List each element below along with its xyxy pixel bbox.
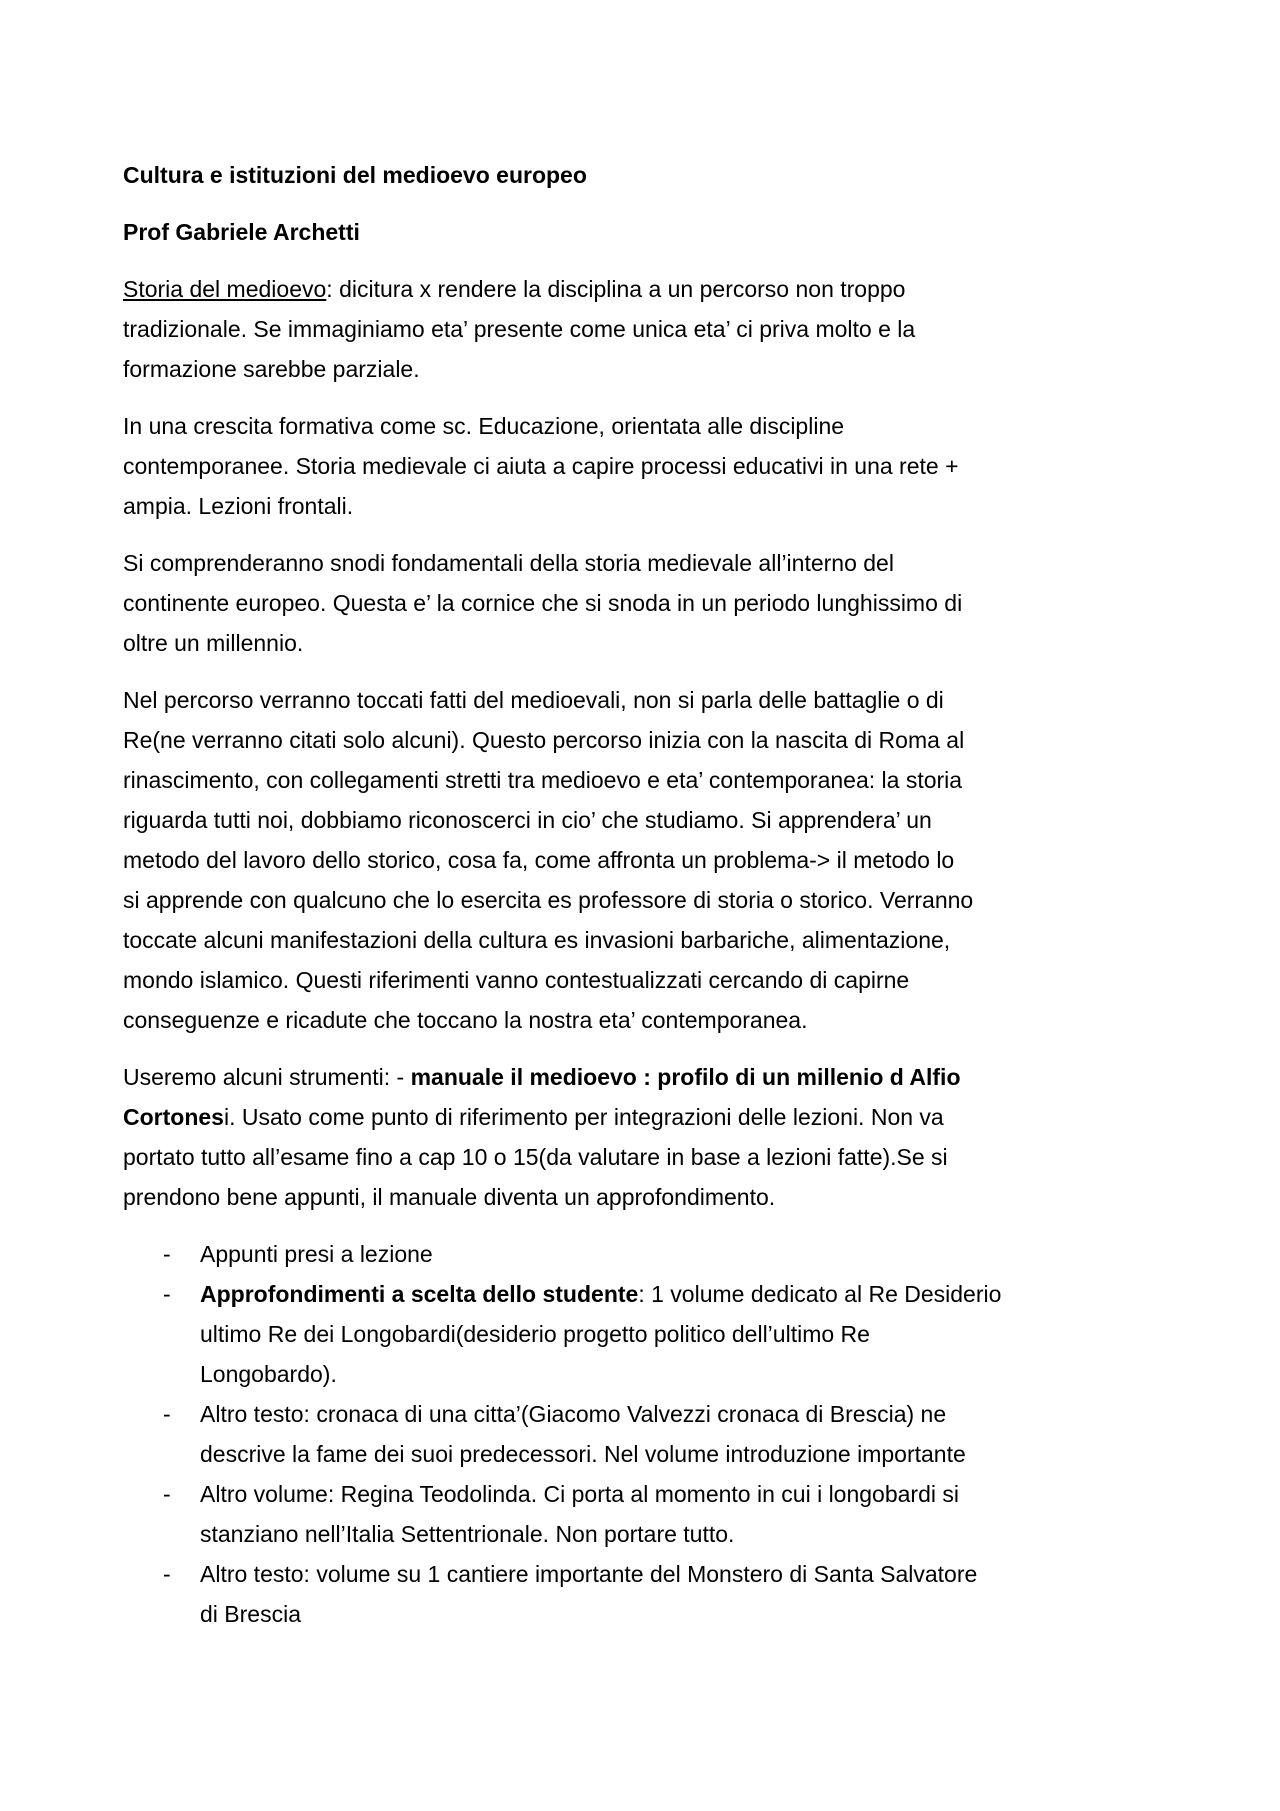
text-run: In una crescita formativa come sc. Educazione, orientata alle discipline bbox=[123, 413, 845, 439]
text-line bbox=[123, 623, 1203, 663]
author-line bbox=[123, 212, 1203, 252]
text-run: Appunti presi a lezione bbox=[200, 1241, 433, 1267]
dash-bullet-icon: - bbox=[163, 1481, 171, 1507]
paragraph bbox=[123, 680, 1203, 1040]
text-run: : dicitura x rendere la disciplina a un percorso non troppo bbox=[326, 276, 906, 302]
text-line bbox=[200, 1234, 1203, 1274]
text-run: Longobardo). bbox=[200, 1361, 337, 1387]
text-run: Altro volume: Regina Teodolinda. Ci porta al momento in cui i longobardi si bbox=[200, 1481, 959, 1507]
bold-text: manuale il medioevo : profilo di un millenio d Alfio bbox=[410, 1064, 961, 1090]
text-run: Re(ne verranno citati solo alcuni). Questo percorso inizia con la nascita di Roma al bbox=[123, 727, 965, 753]
text-line bbox=[123, 349, 1203, 389]
text-line bbox=[123, 543, 1203, 583]
text-run: continente europeo. Questa e’ la cornice che si snoda in un periodo lunghissimo di bbox=[123, 590, 963, 616]
text-run: mondo islamico. Questi riferimenti vanno contestualizzati cercando di capirne bbox=[123, 967, 910, 993]
text-run: stanziano nell’Italia Settentrionale. Non portare tutto. bbox=[200, 1521, 735, 1547]
bold-text: Approfondimenti a scelta dello studente bbox=[200, 1281, 639, 1307]
text-line bbox=[200, 1274, 1203, 1314]
text-run: ultimo Re dei Longobardi(desiderio progetto politico dell’ultimo Re bbox=[200, 1321, 870, 1347]
text-line bbox=[200, 1394, 1203, 1434]
document-title bbox=[123, 155, 1203, 195]
text-line bbox=[123, 1177, 1203, 1217]
text-run: toccate alcuni manifestazioni della cultura es invasioni barbariche, alimentazione, bbox=[123, 927, 951, 953]
text-line bbox=[123, 1097, 1203, 1137]
text-run: prendono bene appunti, il manuale diventa un approfondimento. bbox=[123, 1184, 776, 1210]
text-line bbox=[123, 720, 1203, 760]
text-run: Altro testo: volume su 1 cantiere importante del Monstero di Santa Salvatore bbox=[200, 1561, 978, 1587]
text-line bbox=[123, 800, 1203, 840]
text-line bbox=[200, 1314, 1203, 1354]
title-text: Cultura e istituzioni del medioevo europeo bbox=[123, 162, 587, 188]
text-run: ampia. Lezioni frontali. bbox=[123, 493, 354, 519]
document-page bbox=[123, 155, 1203, 1634]
text-line bbox=[123, 406, 1203, 446]
text-run: formazione sarebbe parziale. bbox=[123, 356, 420, 382]
text-run: riguarda tutti noi, dobbiamo riconoscerci in cio’ che studiamo. Si apprendera’ un bbox=[123, 807, 932, 833]
text-run: si apprende con qualcuno che lo esercita es professore di storia o storico. Verranno bbox=[123, 887, 974, 913]
text-line bbox=[123, 269, 1203, 309]
text-line bbox=[123, 1057, 1203, 1097]
text-run: rinascimento, con collegamenti stretti tra medioevo e eta’ contemporanea: la storia bbox=[123, 767, 963, 793]
list-item bbox=[123, 1234, 1203, 1274]
text-line bbox=[200, 1554, 1203, 1594]
dash-bullet-icon: - bbox=[163, 1241, 171, 1267]
text-line bbox=[123, 960, 1203, 1000]
text-run: Nel percorso verranno toccati fatti del medioevali, non si parla delle battaglie o di bbox=[123, 687, 944, 713]
text-line bbox=[123, 1000, 1203, 1040]
text-run: metodo del lavoro dello storico, cosa fa, come affronta un problema-> il metodo lo bbox=[123, 847, 955, 873]
text-line bbox=[123, 840, 1203, 880]
text-line bbox=[123, 1137, 1203, 1177]
text-line bbox=[123, 760, 1203, 800]
dash-bullet-icon: - bbox=[163, 1281, 171, 1307]
paragraph bbox=[123, 543, 1203, 663]
text-run: i. Usato come punto di riferimento per integrazioni delle lezioni. Non va bbox=[223, 1104, 944, 1130]
paragraph bbox=[123, 1057, 1203, 1217]
body-paragraphs bbox=[123, 269, 1203, 1217]
text-line bbox=[123, 880, 1203, 920]
text-line bbox=[123, 446, 1203, 486]
paragraph bbox=[123, 406, 1203, 526]
list-item bbox=[123, 1474, 1203, 1554]
list-item bbox=[123, 1274, 1203, 1394]
text-line bbox=[200, 1354, 1203, 1394]
text-run: : 1 volume dedicato al Re Desiderio bbox=[638, 1281, 1002, 1307]
text-run: Useremo alcuni strumenti: - bbox=[123, 1064, 411, 1090]
text-run: descrive la fame dei suoi predecessori. Nel volume introduzione importante bbox=[200, 1441, 966, 1467]
text-line bbox=[200, 1434, 1203, 1474]
text-line bbox=[200, 1594, 1203, 1634]
text-run: portato tutto all’esame fino a cap 10 o 15(da valutare in base a lezioni fatte).Se si bbox=[123, 1144, 948, 1170]
list-item bbox=[123, 1394, 1203, 1474]
text-line bbox=[200, 1514, 1203, 1554]
text-line bbox=[123, 309, 1203, 349]
text-run: tradizionale. Se immaginiamo eta’ presente come unica eta’ ci priva molto e la bbox=[123, 316, 916, 342]
paragraph bbox=[123, 269, 1203, 389]
list-item bbox=[123, 1554, 1203, 1634]
resources-list bbox=[123, 1234, 1203, 1634]
author-text: Prof Gabriele Archetti bbox=[123, 219, 360, 245]
text-line bbox=[123, 486, 1203, 526]
text-run: conseguenze e ricadute che toccano la nostra eta’ contemporanea. bbox=[123, 1007, 808, 1033]
dash-bullet-icon: - bbox=[163, 1401, 171, 1427]
text-run: contemporanee. Storia medievale ci aiuta a capire processi educativi in una rete + bbox=[123, 453, 959, 479]
underlined-text: Storia del medioevo bbox=[123, 276, 327, 302]
text-line bbox=[123, 920, 1203, 960]
text-run: oltre un millennio. bbox=[123, 630, 304, 656]
text-line bbox=[123, 680, 1203, 720]
text-line bbox=[200, 1474, 1203, 1514]
bold-text: Cortones bbox=[123, 1104, 224, 1130]
dash-bullet-icon: - bbox=[163, 1561, 171, 1587]
text-run: di Brescia bbox=[200, 1601, 301, 1627]
text-line bbox=[123, 583, 1203, 623]
text-run: Si comprenderanno snodi fondamentali della storia medievale all’interno del bbox=[123, 550, 894, 576]
text-run: Altro testo: cronaca di una citta’(Giacomo Valvezzi cronaca di Brescia) ne bbox=[200, 1401, 947, 1427]
